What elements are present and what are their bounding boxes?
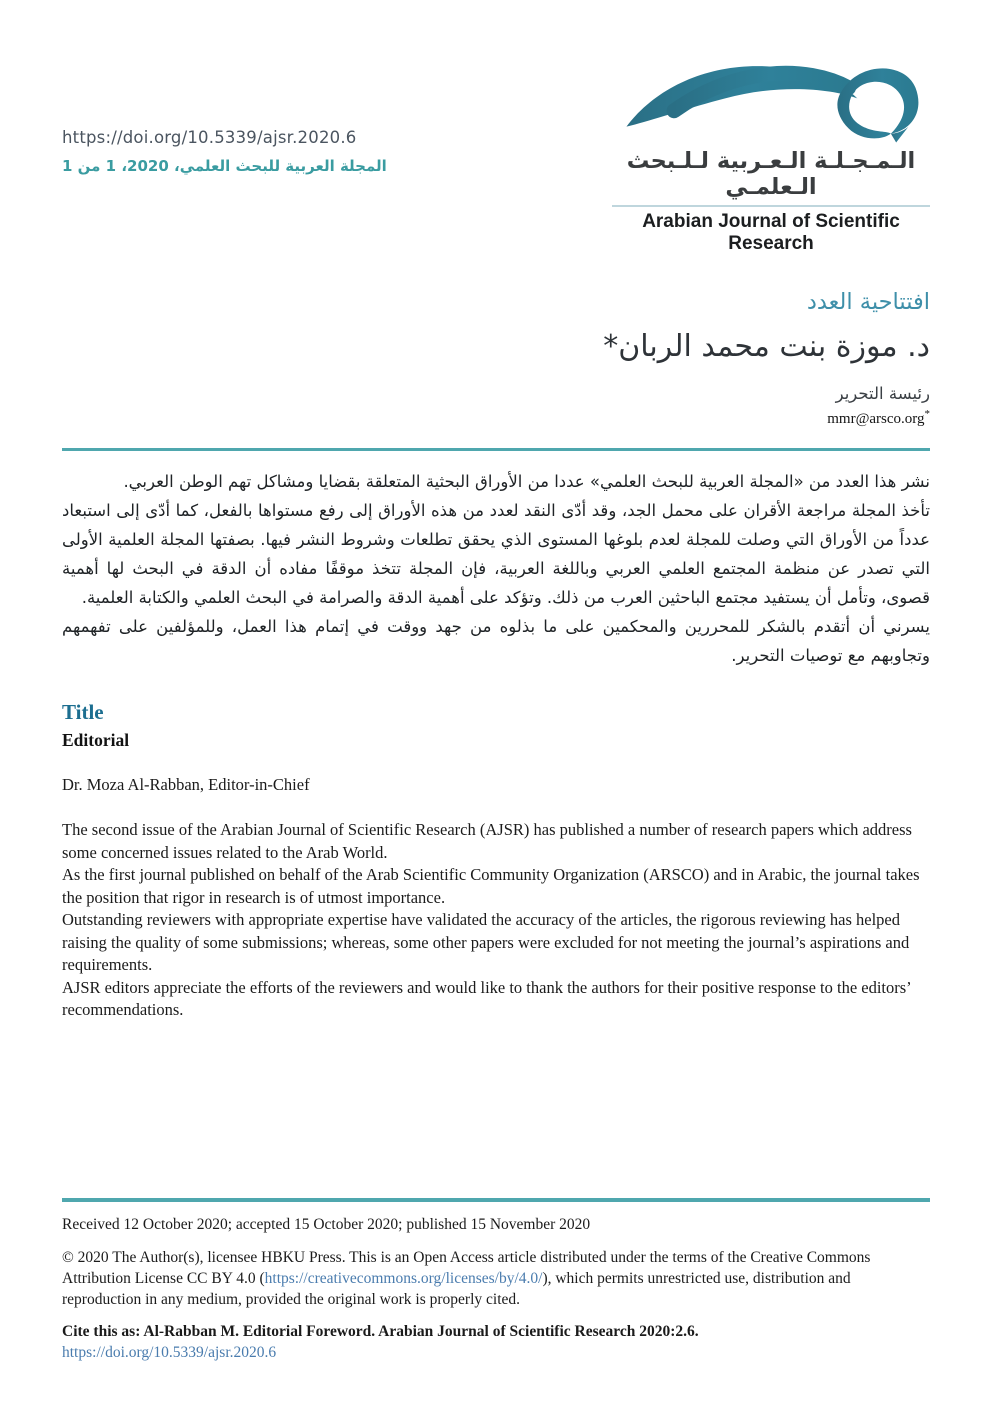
cite-as-line: Cite this as: Al-Rabban M. Editorial Foreword. Arabian Journal of Scientific Research 2020:2.6. (62, 1323, 699, 1340)
title-label: Title (62, 700, 104, 724)
article-title: Editorial (62, 730, 130, 750)
author-email-link[interactable]: mmr@arsco.org (827, 411, 925, 427)
dates-line: Received 12 October 2020; accepted 15 October 2020; published 15 November 2020 (62, 1216, 591, 1233)
arabic-abstract-paragraph: تأخذ المجلة مراجعة الأقران على محمل الجد، وقد أدّى النقد لعدد من هذه الأوراق إلى رفع مستواها بالفعل، كما أدّى إلى استبعاد عدداً من الأوراق التي وصلت للمجلة لعدم بلوغها المستوى الذي يحقق تطلعات وشروط النشر فيها. بصفتها المجلة العلمية الأولى التي تصدر عن منظمة المجتمع العلمي العربي وباللغة العربية، فإن المجلة تتخذ موقفًا مفاده أن الدقة في البحث لها أهمية قصوى، وتأمل أن يستفيد مجتمع الباحثين العرب من ذلك. وتؤكد على أهمية الدقة والصرامة في البحث العلمي والكتابة العلمية. (62, 501, 930, 607)
article-doi-link[interactable]: https://doi.org/10.5339/ajsr.2020.6 (62, 128, 357, 147)
journal-name-english: Arabian Journal of Scientific Research (642, 211, 900, 254)
journal-logo (612, 42, 930, 255)
doi-block (62, 42, 387, 175)
corresponding-author-mark: * (924, 408, 930, 420)
body-paragraph: The second issue of the Arabian Journal of Scientific Research (AJSR) has published a number of research papers which address some concerned issues related to the Arab World. (62, 820, 912, 862)
license-link[interactable]: https://creativecommons.org/licenses/by/4.0/ (264, 1270, 543, 1287)
footer-rule (62, 1198, 930, 1202)
abstract-top-rule (62, 448, 930, 451)
journal-name-arabic: الـمـجـلـة الـعـربية لـلـبحث الـعلمـي (626, 148, 916, 200)
body-paragraph: AJSR editors appreciate the efforts of the reviewers and would like to thank the authors for their positive response to the editors’ recommendations. (62, 977, 911, 1019)
arabic-abstract-paragraph: يسرني أن أتقدم بالشكر للمحررين والمحكمين على ما بذلوه من جهد ووقت في إتمام هذا العمل، وللمؤلفين على تفهمهم وتجاوبهم مع توصيات التحرير. (62, 617, 930, 665)
copyright-text-post: ), which permits unrestricted use, distribution and reproduction in any medium, provided the original work is properly cited. (62, 1270, 851, 1308)
journal-citation-arabic: المجلة العربية للبحث العلمي، 2020، 1 من 1 (62, 157, 387, 175)
arabic-abstract-paragraph: نشر هذا العدد من «المجلة العربية للبحث العلمي» عددا من الأوراق البحثية المتعلقة بقضايا ومشاكل تهم الوطن العربي. (123, 472, 930, 491)
english-paragraphs (62, 819, 930, 1022)
article-head (62, 289, 930, 428)
author-email (62, 408, 930, 428)
arabic-abstract (62, 467, 930, 670)
copyright-notice (62, 1247, 930, 1310)
article-footer (62, 1198, 930, 1362)
author-name-arabic: د. موزة بنت محمد الربان* (603, 329, 930, 364)
author-byline: Dr. Moza Al-Rabban, Editor-in-Chief (62, 775, 310, 794)
copyright-text-pre: © 2020 The Author(s), licensee HBKU Press. This is an Open Access article distributed under the terms of the Creative Commons Attribution License CC BY 4.0 ( (62, 1249, 871, 1287)
author-role-arabic: رئيسة التحرير (835, 384, 930, 403)
body-paragraph: Outstanding reviewers with appropriate expertise have validated the accuracy of the articles, the rigorous reviewing has helped raising the quality of some submissions; whereas, some other papers were excluded for not meeting the journal’s aspirations and requirements. (62, 910, 910, 974)
journal-logo-swoosh-icon (621, 42, 921, 146)
logo-divider (612, 205, 930, 207)
section-label-arabic: افتتاحية العدد (806, 289, 930, 315)
page-header (62, 0, 930, 255)
body-paragraph: As the first journal published on behalf of the Arab Scientific Community Organization (ARSCO) and in Arabic, the journal takes the position that rigor in research is of utmost importance. (62, 865, 920, 907)
footer-doi-link[interactable]: https://doi.org/10.5339/ajsr.2020.6 (62, 1344, 277, 1361)
english-body (62, 700, 930, 1022)
